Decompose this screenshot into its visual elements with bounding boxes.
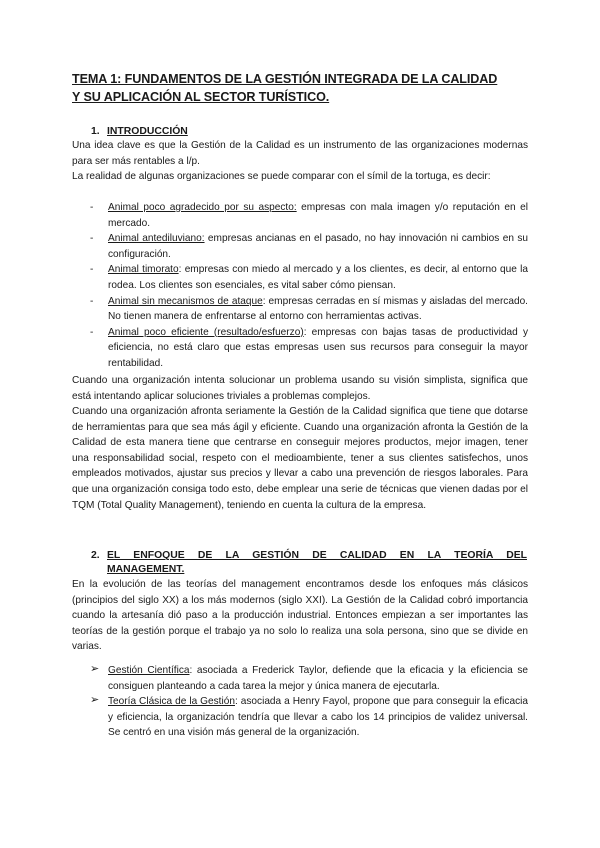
list-item xyxy=(90,200,528,231)
section-2-paragraph: En la evolución de las teorías del management encontramos desde los enfoques más clásicos (principios del siglo XX) a los más modernos (siglo XXI). La Gestión de la Calidad cobró importancia cuando la artesanía dió paso a la producción industrial. Entonces empiezan a ser importantes las teorías de la gestión porque el trabajo ya no solo lo realiza una sola persona, sino que se divide en varias. xyxy=(72,579,528,653)
list-item-label: Animal timorato xyxy=(108,264,179,276)
section-2-title-line-2: MANAGEMENT. xyxy=(107,564,185,575)
list-item-label: Animal poco agradecido por su aspecto: xyxy=(108,202,297,213)
section-1-tortoise-intro: La realidad de algunas organizaciones se puede comparar con el símil de la tortuga, es decir: xyxy=(72,171,491,182)
list-item xyxy=(90,294,528,325)
list-bullet: - xyxy=(90,326,94,338)
list-bullet: - xyxy=(90,264,94,276)
list-bullet: - xyxy=(90,295,94,307)
section-1-number: 1. xyxy=(91,126,100,137)
list-item-text: : empresas cerradas en sí mismas y aisladas del mercado. No tienen manera de enfrentarse al entorno con herramientas activas. xyxy=(108,295,528,323)
list-item-text: empresas con mala imagen y/o reputación en el mercado. xyxy=(108,202,528,229)
arrow-bullet-icon: ➢ xyxy=(90,663,100,675)
list-item xyxy=(90,262,528,293)
section-1-intro: Una idea clave es que la Gestión de la Calidad es un instrumento de las organizaciones modernas para ser más rentables a l/p. xyxy=(72,140,528,167)
section-2-title-line-1: EL ENFOQUE DE LA GESTIÓN DE CALIDAD EN LA TEORÍA DEL xyxy=(107,550,527,561)
title-line-2: Y SU APLICACIÓN AL SECTOR TURÍSTICO. xyxy=(72,89,330,104)
list-item xyxy=(90,694,528,741)
list-item-text: : asociada a Frederick Taylor, defiende que la eficacia y la eficiencia se consiguen planteando a cada tarea la mejor y única manera de ejecutarla. xyxy=(108,665,529,692)
section-1-title: INTRODUCCIÓN xyxy=(107,126,188,137)
list-item-text: : asociada a Henry Fayol, propone que para conseguir la eficacia y eficiencia, la organización tendría que llevar a cabo los 14 principios de validez universal. Se centró en una visión más general de la organización. xyxy=(108,696,528,739)
list-item-label: Animal antediluviano: xyxy=(108,233,205,245)
list-item-text: : empresas con bajas tasas de productividad y eficiencia, no está claro que estas empresas usen sus recursos para conseguir la mayor rentabilidad. xyxy=(108,326,528,369)
list-item xyxy=(90,231,528,262)
paragraph-seriamente: Cuando una organización afronta seriamente la Gestión de la Calidad significa que tiene que dotarse de herramientas para que sea más ágil y eficiente. Cuando una organización afronta la Gestión de la Calidad de esta manera tiene que centrarse en conseguir mejores productos, mejor imagen, tener una responsabilidad social, respeto con el medioambiente, tener a sus clientes satisfechos, unos empleados motivados, ajustar sus precios y llevar a cabo una prevención de riesgos laborales. Para que una organización consiga todo esto, debe emplear una serie de técnicas que vienen dadas por el TQM (Total Quality Management), teniendo en cuenta la cultura de la empresa. xyxy=(72,406,528,511)
tortoise-list xyxy=(90,200,528,372)
list-item-label: Animal poco eficiente (resultado/esfuerzo) xyxy=(108,326,304,338)
list-item-text: empresas ancianas en el pasado, no hay innovación ni cambios en su configuración. xyxy=(108,233,528,260)
list-item-label: Animal sin mecanismos de ataque xyxy=(108,295,263,307)
section-2-number: 2. xyxy=(91,550,100,561)
list-item-text: : empresas con miedo al mercado y a los clientes, es decir, al entorno que la rodea. Los clientes son esenciales, es vital saber cómo piensan. xyxy=(108,264,529,291)
paragraph-simplista: Cuando una organización intenta solucionar un problema usando su visión simplista, significa que está intentando aplicar soluciones triviales a problemas complejos. xyxy=(72,375,528,402)
list-item xyxy=(90,325,528,372)
list-bullet: - xyxy=(90,233,94,245)
management-theories-list xyxy=(90,663,528,741)
document-title xyxy=(72,71,532,106)
list-bullet: - xyxy=(90,202,94,213)
list-item xyxy=(90,663,528,694)
section-2-heading xyxy=(91,549,527,563)
list-item-label: Teoría Clásica de la Gestión xyxy=(108,696,235,708)
arrow-bullet-icon: ➢ xyxy=(90,694,100,707)
list-item-label: Gestión Científica xyxy=(108,665,190,676)
section-1-heading xyxy=(91,125,188,139)
title-line-1: TEMA 1: FUNDAMENTOS DE LA GESTIÓN INTEGRADA DE LA CALIDAD xyxy=(72,72,498,86)
